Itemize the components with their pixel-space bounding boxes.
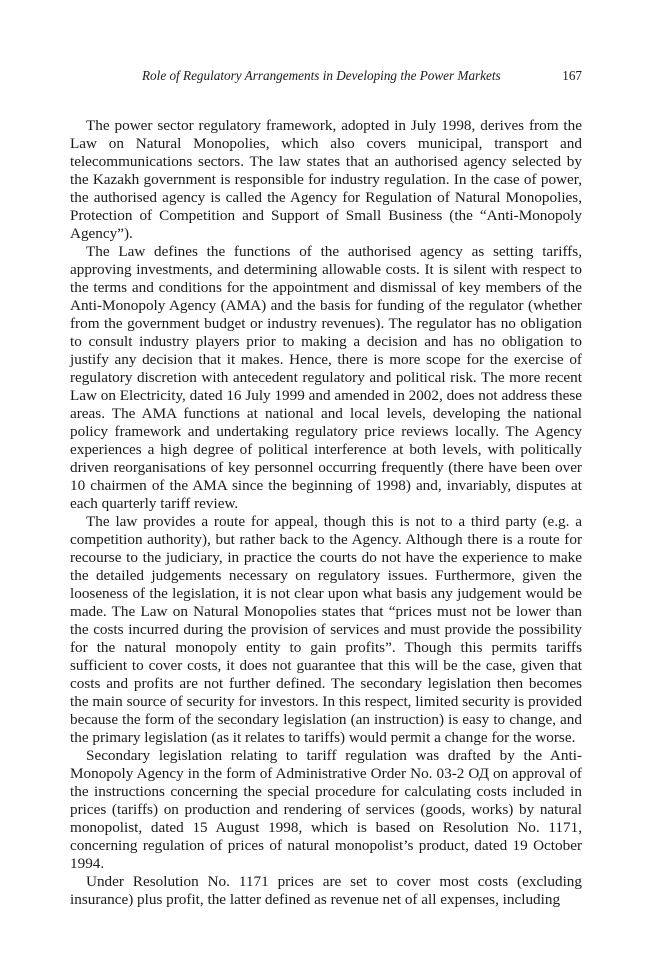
paragraph: Secondary legislation relating to tariff regulation was drafted by the Anti-Monopoly Agency in the form of Administrative Order No. 03-2 ОД on approval of the instructions concerning the special procedure for calculating costs included in prices (tariffs) on production and rendering of services (goods, works) by natural monopolist, dated 15 August 1998, which is based on Resolution No. 1171, concerning regulation of prices of natural monopolist’s product, dated 19 October 1994. [70, 747, 582, 872]
paragraph: The law provides a route for appeal, though this is not to a third party (e.g. a competition authority), but rather back to the Agency. Although there is a route for recourse to the judiciary, in practice the courts do not have the experience to make the detailed judgements necessary on regulatory issues. Furthermore, given the looseness of the legislation, it is not clear upon what basis any judgement would be made. The Law on Natural Monopolies states that “prices must not be lower than the costs incurred during the provision of services and must provide the possibility for the natural monopoly entity to gain profits”. Though this permits tariffs sufficient to cover costs, it does not guarantee that this will be the case, given that costs and profits are not further defined. The secondary legislation then becomes the main source of security for investors. In this respect, limited security is provided because the form of the secondary legislation (an instruction) is easy to change, and the primary legislation (as it relates to tariffs) would permit a change for the worse. [70, 513, 582, 746]
paragraph: The power sector regulatory framework, adopted in July 1998, derives from the Law on Natural Monopolies, which also covers municipal, transport and telecommunications sectors. The law states that an authorised agency selected by the Kazakh government is responsible for industry regulation. In the case of power, the authorised agency is called the Agency for Regulation of Natural Monopolies, Protection of Competition and Support of Small Business (the “Anti-Monopoly Agency”). [70, 117, 582, 242]
body-text [70, 117, 582, 909]
running-header [70, 66, 582, 86]
page-number: 167 [562, 68, 582, 83]
paragraph: Under Resolution No. 1171 prices are set to cover most costs (excluding insurance) plus profit, the latter defined as revenue net of all expenses, including [70, 873, 582, 908]
paragraph: The Law defines the functions of the authorised agency as setting tariffs, approving investments, and determining allowable costs. It is silent with respect to the terms and conditions for the appointment and dismissal of key members of the Anti-Monopoly Agency (AMA) and the basis for funding of the regulator (whether from the government budget or industry revenues). The regulator has no obligation to consult industry players prior to making a decision and has no obligation to justify any decision that it makes. Hence, there is more scope for the exercise of regulatory discretion with antecedent regulatory and political risk. The more recent Law on Electricity, dated 16 July 1999 and amended in 2002, does not address these areas. The AMA functions at national and local levels, developing the national policy framework and undertaking regulatory price reviews locally. The Agency experiences a high degree of political interference at both levels, with politically driven reorganisations of key personnel occurring frequently (there have been over 10 chairmen of the AMA since the beginning of 1998) and, invariably, disputes at each quarterly tariff review. [70, 243, 582, 512]
running-title: Role of Regulatory Arrangements in Developing the Power Markets [142, 68, 501, 83]
